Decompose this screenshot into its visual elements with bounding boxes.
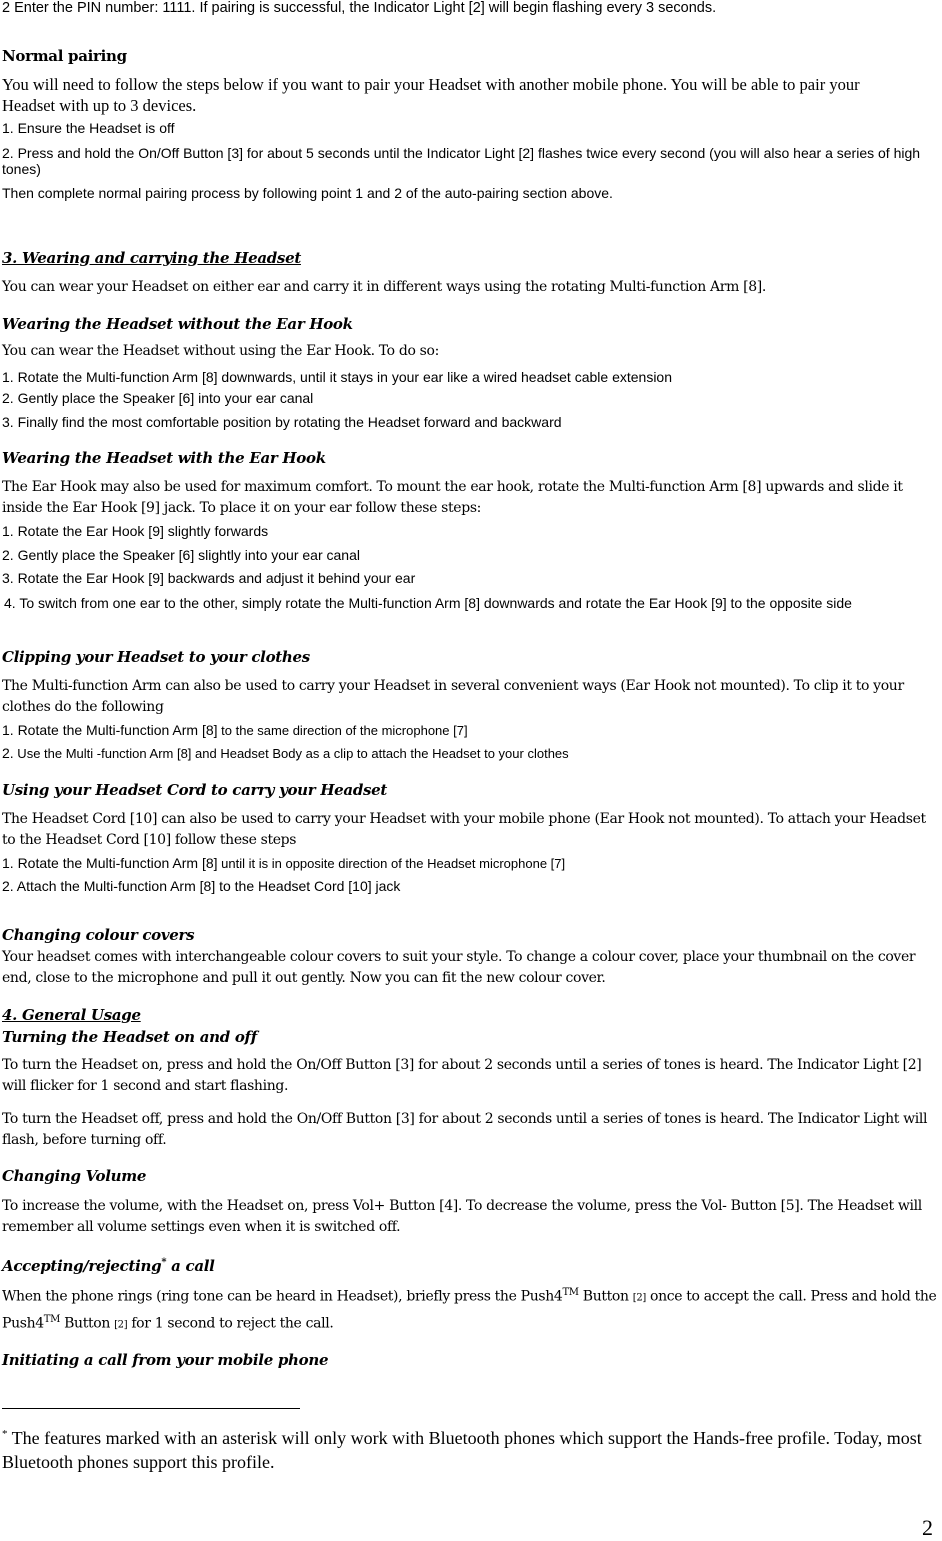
volume-para: To increase the volume, with the Headset on, press Vol+ Button [4]. To decrease the volume, press the Vol- Button [5]. The Headset will remember all volume settings even when it is switched off.: [2, 1198, 922, 1235]
without-hook-heading: Wearing the Headset without the Ear Hook: [2, 315, 353, 333]
page-number: 2: [922, 1515, 933, 1540]
accepting-para-part: When the phone rings (ring tone can be heard in Headset), briefly press the Push4: [2, 1288, 563, 1305]
footnote: [2, 1422, 932, 1474]
clipping-step-part: Use the Multi -function Arm [8] and Headset Body as a clip to attach the Headset to your clothes: [13, 746, 569, 761]
covers-heading: Changing colour covers: [2, 926, 195, 944]
without-hook-step: 3. Finally find the most comfortable position by rotating the Headset forward and backward: [2, 414, 562, 430]
clipping-step-part: 2.: [2, 745, 14, 761]
accepting-para-ref: [2]: [114, 1319, 128, 1331]
initiating-heading: Initiating a call from your mobile phone: [2, 1351, 329, 1369]
cord-step-part: 1. Rotate the Multi-function Arm [8]: [2, 855, 218, 871]
without-hook-para: You can wear the Headset without using the Ear Hook. To do so:: [2, 343, 439, 359]
on-off-heading: Turning the Headset on and off: [2, 1028, 257, 1046]
with-hook-heading: Wearing the Headset with the Ear Hook: [2, 449, 326, 467]
on-off-para: To turn the Headset off, press and hold the On/Off Button [3] for about 2 seconds until a series of tones is heard. The Indicator Light will flash, before turning off.: [2, 1111, 928, 1148]
with-hook-step: 2. Gently place the Speaker [6] slightly into your ear canal: [2, 547, 360, 563]
accepting-para-ref: [2]: [632, 1292, 646, 1304]
asterisk-mark: *: [161, 1257, 167, 1268]
accepting-para: [2, 1282, 942, 1335]
wearing-section-heading: 3. Wearing and carrying the Headset: [2, 249, 301, 267]
normal-pairing-then: Then complete normal pairing process by following point 1 and 2 of the auto-pairing section above.: [2, 185, 613, 201]
without-hook-step: 2. Gently place the Speaker [6] into your ear canal: [2, 390, 314, 406]
accepting-para-part: once to accept the call. Press and hold the Push4: [2, 1288, 937, 1332]
normal-pairing-heading: Normal pairing: [2, 47, 127, 65]
cord-heading: Using your Headset Cord to carry your Headset: [2, 781, 388, 799]
volume-heading: Changing Volume: [2, 1167, 147, 1185]
with-hook-step: 4. To switch from one ear to the other, simply rotate the Multi-function Arm [8] downwards and rotate the Ear Hook [9] to the opposite side: [4, 595, 852, 611]
without-hook-step: 1. Rotate the Multi-function Arm [8] downwards, until it stays in your ear like a wired headset cable extension: [2, 369, 673, 385]
wearing-intro: You can wear your Headset on either ear and carry it in different ways using the rotating Multi-function Arm [8].: [2, 279, 767, 295]
footnote-divider: [2, 1408, 300, 1409]
normal-pairing-step: 2. Press and hold the On/Off Button [3] for about 5 seconds until the Indicator Light [2] flashes twice every second (you will also hear a series of high tones): [2, 145, 921, 177]
cord-step: [2, 855, 940, 872]
normal-pairing-para: You will need to follow the steps below if you want to pair your Headset with another mobile phone. You will be able to pair your Headset with up to 3 devices.: [2, 75, 860, 115]
clipping-para: The Multi-function Arm can also be used to carry your Headset in several convenient ways (Ear Hook not mounted). To clip it to your clothes do the following: [2, 678, 904, 715]
general-usage-heading: 4. General Usage: [2, 1006, 141, 1024]
cord-para: The Headset Cord [10] can also be used to carry your Headset with your mobile phone (Ear Hook not mounted). To attach your Headset to the Headset Cord [10] follow these steps: [2, 811, 926, 848]
accepting-para-part: Button: [60, 1315, 115, 1332]
pin-instruction: 2 Enter the PIN number: 1111. If pairing is successful, the Indicator Light [2] will begin flashing every 3 seconds.: [2, 0, 717, 16]
footnote-text: The features marked with an asterisk will only work with Bluetooth phones which support the Hands-free profile. Today, most Bluetooth phones support this profile.: [2, 1428, 922, 1472]
with-hook-para: The Ear Hook may also be used for maximum comfort. To mount the ear hook, rotate the Multi-function Arm [8] upwards and slide it inside the Ear Hook [9] jack. To place it on your ear follow these steps:: [2, 479, 903, 516]
clipping-step: [2, 722, 940, 739]
accepting-heading: [2, 1253, 940, 1276]
clipping-step-part: to the same direction of the microphone [7]: [217, 723, 468, 738]
accepting-para-part: Button: [578, 1288, 633, 1305]
trademark-mark: TM: [562, 1287, 579, 1298]
clipping-step: [2, 745, 940, 762]
footnote-mark: *: [2, 1428, 8, 1440]
clipping-step-part: 1. Rotate the Multi-function Arm [8]: [2, 722, 218, 738]
on-off-para: To turn the Headset on, press and hold the On/Off Button [3] for about 2 seconds until a series of tones is heard. The Indicator Light [2] will flicker for 1 second and start flashing.: [2, 1057, 922, 1094]
cord-step: 2. Attach the Multi-function Arm [8] to the Headset Cord [10] jack: [2, 878, 401, 894]
trademark-mark: TM: [43, 1313, 61, 1325]
with-hook-step: 3. Rotate the Ear Hook [9] backwards and adjust it behind your ear: [2, 570, 416, 586]
covers-para: Your headset comes with interchangeable colour covers to suit your style. To change a colour cover, place your thumbnail on the cover end, close to the microphone and pull it out gently. Now you can fit the new colour cover.: [2, 949, 916, 986]
accepting-heading-part: a call: [166, 1257, 215, 1275]
clipping-heading: Clipping your Headset to your clothes: [2, 648, 310, 666]
cord-step-part: until it is in opposite direction of the Headset microphone [7]: [217, 856, 566, 871]
accepting-para-part: for 1 second to reject the call.: [127, 1315, 334, 1332]
accepting-heading-part: Accepting/rejecting: [2, 1257, 162, 1275]
with-hook-step: 1. Rotate the Ear Hook [9] slightly forwards: [2, 523, 269, 539]
normal-pairing-step: 1. Ensure the Headset is off: [2, 120, 175, 136]
